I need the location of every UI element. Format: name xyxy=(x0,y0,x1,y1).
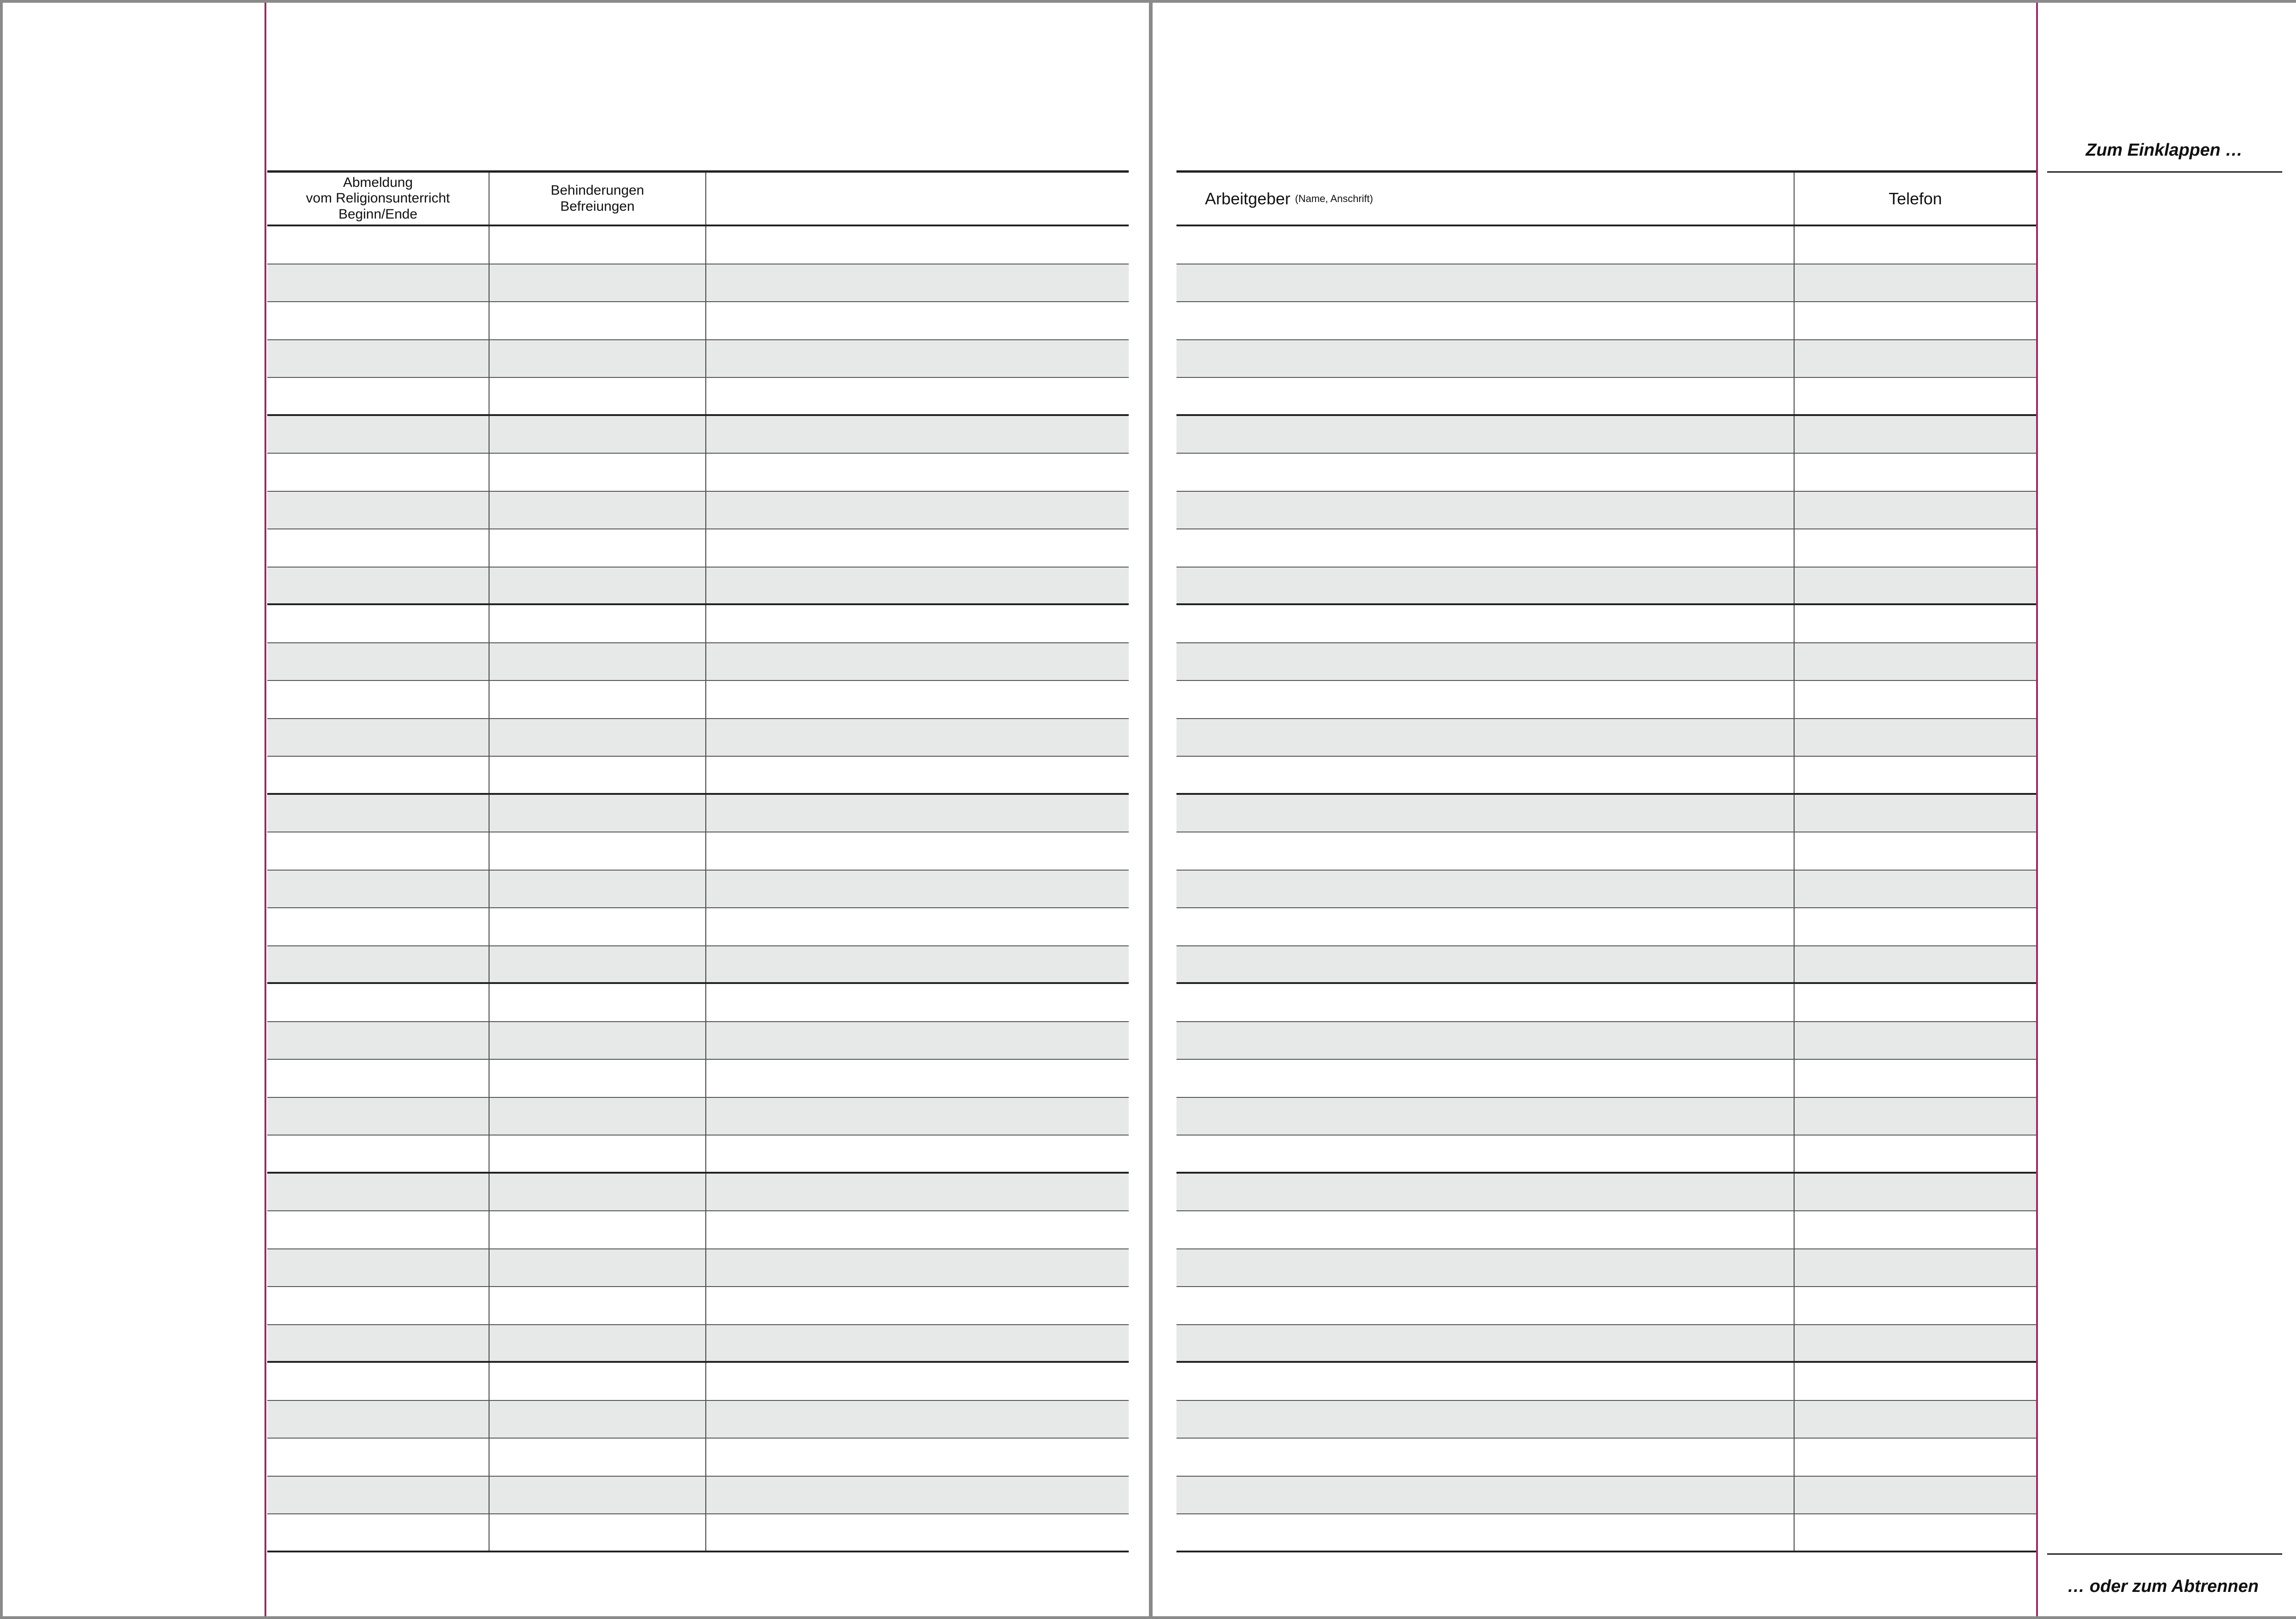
table-row xyxy=(267,568,1129,606)
column-divider xyxy=(489,908,490,945)
table-row xyxy=(267,492,1129,530)
column-divider xyxy=(489,1325,490,1361)
table-row xyxy=(1176,568,2036,606)
table-row xyxy=(267,643,1129,681)
column-divider xyxy=(1794,605,1795,642)
table-row xyxy=(267,871,1129,909)
column-divider xyxy=(1794,340,1795,377)
table-row xyxy=(267,984,1129,1022)
left-table-body xyxy=(267,226,1129,1552)
column-divider xyxy=(489,946,490,983)
column-divider xyxy=(1794,871,1795,908)
column-divider xyxy=(489,1363,490,1400)
column-divider xyxy=(489,832,490,870)
table-row xyxy=(267,1174,1129,1212)
column-divider xyxy=(705,681,706,718)
table-row xyxy=(267,1401,1129,1439)
column-divider xyxy=(705,1401,706,1438)
column-divider xyxy=(705,908,706,945)
table-row xyxy=(267,1325,1129,1363)
table-row xyxy=(1176,719,2036,757)
column-divider xyxy=(489,757,490,793)
table-row xyxy=(1176,1325,2036,1363)
column-divider xyxy=(1794,302,1795,339)
table-row xyxy=(1176,1514,2036,1552)
column-divider xyxy=(489,226,490,264)
table-row xyxy=(1176,264,2036,303)
column-divider xyxy=(1794,529,1795,567)
header-employer-note: (Name, Anschrift) xyxy=(1295,192,1373,204)
column-divider xyxy=(489,1174,490,1211)
column-divider xyxy=(1794,1249,1795,1287)
table-row xyxy=(267,605,1129,643)
table-row xyxy=(1176,529,2036,568)
table-row xyxy=(1176,681,2036,719)
column-divider xyxy=(489,529,490,567)
table-row xyxy=(1176,871,2036,909)
table-row xyxy=(267,795,1129,833)
column-divider xyxy=(489,1136,490,1172)
table-row xyxy=(1176,1249,2036,1287)
table-row xyxy=(1176,340,2036,378)
column-divider xyxy=(1794,1174,1795,1211)
table-row xyxy=(1176,454,2036,492)
column-divider xyxy=(705,340,706,377)
column-divider xyxy=(705,1363,706,1400)
table-row xyxy=(267,264,1129,303)
table-row xyxy=(267,1439,1129,1477)
left-table-header xyxy=(267,170,1129,226)
table-row xyxy=(267,757,1129,795)
detach-label: … oder zum Abtrennen xyxy=(2067,1577,2259,1596)
table-row xyxy=(267,226,1129,264)
header-blank xyxy=(706,173,1129,225)
column-divider xyxy=(705,1439,706,1476)
column-divider xyxy=(705,1325,706,1361)
column-divider xyxy=(489,1211,490,1248)
column-divider xyxy=(1794,832,1795,870)
table-row xyxy=(267,340,1129,378)
header-employer xyxy=(1205,173,1779,225)
column-divider xyxy=(705,1211,706,1248)
header-phone: Telefon xyxy=(1888,189,1942,208)
table-row xyxy=(1176,492,2036,530)
column-divider xyxy=(705,605,706,642)
fold-in-rule xyxy=(2047,171,2282,173)
column-divider xyxy=(705,1022,706,1059)
column-divider xyxy=(1794,1477,1795,1514)
table-row xyxy=(1176,643,2036,681)
table-row xyxy=(1176,908,2036,946)
column-divider xyxy=(1794,568,1795,604)
table-row xyxy=(267,1022,1129,1060)
column-divider xyxy=(705,568,706,604)
table-row xyxy=(1176,378,2036,416)
table-row xyxy=(1176,1401,2036,1439)
column-divider xyxy=(1794,416,1795,453)
table-row xyxy=(267,946,1129,984)
table-row xyxy=(267,416,1129,454)
table-row xyxy=(267,1363,1129,1401)
table-row xyxy=(267,378,1129,416)
table-row xyxy=(1176,1439,2036,1477)
column-divider xyxy=(705,1174,706,1211)
table-row xyxy=(1176,1060,2036,1098)
column-divider xyxy=(1794,1136,1795,1172)
table-row xyxy=(1176,832,2036,871)
column-divider xyxy=(1794,681,1795,718)
table-row xyxy=(1176,946,2036,984)
table-row xyxy=(267,1136,1129,1174)
table-row xyxy=(1176,302,2036,340)
table-row xyxy=(1176,1211,2036,1249)
column-divider xyxy=(1794,1287,1795,1324)
column-divider xyxy=(1794,1401,1795,1438)
column-divider xyxy=(1794,1022,1795,1059)
column-divider xyxy=(489,795,490,832)
column-divider xyxy=(705,1060,706,1097)
column-divider xyxy=(489,719,490,756)
column-divider xyxy=(489,340,490,377)
column-divider xyxy=(1794,1514,1795,1551)
table-row xyxy=(1176,1174,2036,1212)
column-divider xyxy=(705,264,706,302)
table-row xyxy=(1176,1363,2036,1401)
column-divider xyxy=(489,605,490,642)
column-divider xyxy=(705,871,706,908)
column-divider xyxy=(489,568,490,604)
table-row xyxy=(267,719,1129,757)
column-divider xyxy=(1794,454,1795,491)
column-divider xyxy=(1794,492,1795,529)
column-divider xyxy=(489,302,490,339)
column-divider xyxy=(1794,226,1795,264)
table-row xyxy=(267,454,1129,492)
column-divider xyxy=(1794,984,1795,1021)
table-row xyxy=(267,302,1129,340)
column-divider xyxy=(489,1060,490,1097)
column-divider xyxy=(705,757,706,793)
column-divider xyxy=(705,1514,706,1551)
table-row xyxy=(1176,795,2036,833)
column-divider xyxy=(705,832,706,870)
column-divider xyxy=(489,492,490,529)
left-margin-line xyxy=(264,3,266,1616)
column-divider xyxy=(1794,1325,1795,1361)
column-divider xyxy=(1794,643,1795,680)
column-divider xyxy=(705,1287,706,1324)
column-divider xyxy=(1794,946,1795,983)
table-row xyxy=(267,1249,1129,1287)
fold-in-label: Zum Einklappen … xyxy=(2086,141,2243,160)
table-row xyxy=(1176,416,2036,454)
table-row xyxy=(267,908,1129,946)
column-divider xyxy=(489,416,490,453)
column-divider xyxy=(489,1401,490,1438)
column-divider xyxy=(705,1136,706,1172)
column-divider xyxy=(1794,1211,1795,1248)
column-divider xyxy=(705,946,706,983)
column-divider xyxy=(489,264,490,302)
table-row xyxy=(267,1060,1129,1098)
table-row xyxy=(1176,1136,2036,1174)
left-table xyxy=(267,170,1129,1552)
table-row xyxy=(1176,605,2036,643)
column-divider xyxy=(1794,378,1795,414)
column-divider xyxy=(1794,1363,1795,1400)
column-divider xyxy=(705,302,706,339)
table-row xyxy=(1176,226,2036,264)
column-divider xyxy=(1794,908,1795,945)
column-divider xyxy=(705,378,706,414)
header-disabilities-exemptions: Behinderungen Befreiungen xyxy=(551,183,644,214)
header-religion-opt-out: Abmeldung vom Religionsunterricht Beginn/Ende xyxy=(306,174,450,222)
table-row xyxy=(267,1477,1129,1515)
column-divider xyxy=(1794,1060,1795,1097)
detach-rule xyxy=(2047,1553,2282,1555)
column-divider xyxy=(489,1287,490,1324)
table-row xyxy=(1176,1022,2036,1060)
column-divider xyxy=(489,1098,490,1135)
header-employer-label: Arbeitgeber xyxy=(1205,189,1291,208)
column-divider xyxy=(705,454,706,491)
right-table xyxy=(1176,170,2036,1552)
table-row xyxy=(267,681,1129,719)
column-divider xyxy=(1794,1098,1795,1135)
column-divider xyxy=(705,1249,706,1287)
column-divider xyxy=(705,984,706,1021)
table-row xyxy=(267,1098,1129,1136)
column-divider xyxy=(1794,795,1795,832)
column-divider xyxy=(1794,1439,1795,1476)
right-table-header xyxy=(1176,170,2036,226)
table-row xyxy=(1176,1287,2036,1325)
table-row xyxy=(267,529,1129,568)
table-row xyxy=(267,1211,1129,1249)
column-divider xyxy=(489,1022,490,1059)
table-row xyxy=(267,1514,1129,1552)
right-margin-line xyxy=(2036,3,2038,1616)
column-divider xyxy=(489,681,490,718)
table-row xyxy=(1176,1098,2036,1136)
column-divider xyxy=(489,984,490,1021)
column-divider xyxy=(705,416,706,453)
column-divider xyxy=(705,643,706,680)
table-row xyxy=(1176,984,2036,1022)
column-divider xyxy=(705,1098,706,1135)
column-divider xyxy=(1794,757,1795,793)
column-divider xyxy=(705,529,706,567)
center-fold-line xyxy=(1149,3,1153,1616)
column-divider xyxy=(705,795,706,832)
column-divider xyxy=(705,492,706,529)
column-divider xyxy=(705,1477,706,1514)
column-divider xyxy=(489,1439,490,1476)
column-divider xyxy=(489,378,490,414)
column-divider xyxy=(489,871,490,908)
column-divider xyxy=(1794,264,1795,302)
table-row xyxy=(1176,1477,2036,1515)
table-row xyxy=(267,832,1129,871)
column-divider xyxy=(489,643,490,680)
column-divider xyxy=(489,454,490,491)
table-row xyxy=(267,1287,1129,1325)
column-divider xyxy=(489,1514,490,1551)
column-divider xyxy=(1794,719,1795,756)
right-table-body xyxy=(1176,226,2036,1552)
column-divider xyxy=(705,719,706,756)
column-divider xyxy=(489,1477,490,1514)
table-row xyxy=(1176,757,2036,795)
column-divider xyxy=(705,226,706,264)
column-divider xyxy=(489,1249,490,1287)
